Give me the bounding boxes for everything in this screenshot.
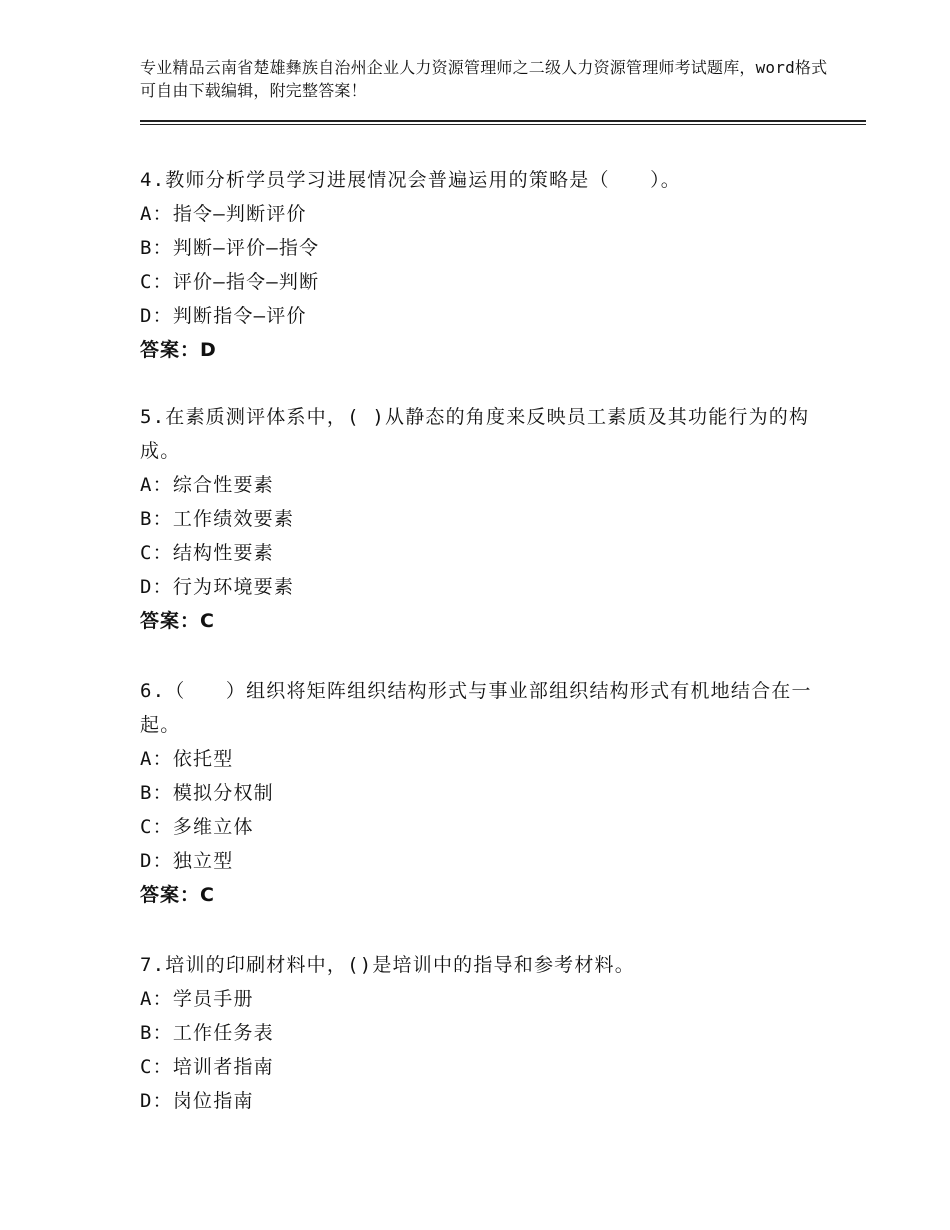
question-6 xyxy=(140,674,820,912)
option-a: A：依托型 xyxy=(140,748,234,770)
option-a: A：学员手册 xyxy=(140,988,254,1010)
answer-line: 答案：C xyxy=(140,610,215,632)
option-b: B：判断—评价—指令 xyxy=(140,237,320,259)
header-divider-thin xyxy=(140,124,866,125)
question-stem: 4.教师分析学员学习进展情况会普遍运用的策略是（ ）。 xyxy=(140,169,681,191)
question-7 xyxy=(140,948,820,1118)
option-c: C：评价—指令—判断 xyxy=(140,271,320,293)
question-stem: 5.在素质测评体系中，( )从静态的角度来反映员工素质及其功能行为的构成。 xyxy=(140,406,810,462)
option-c: C：培训者指南 xyxy=(140,1056,274,1078)
option-b: B：工作绩效要素 xyxy=(140,508,295,530)
option-d: D：岗位指南 xyxy=(140,1090,254,1112)
option-d: D：判断指令—评价 xyxy=(140,305,307,327)
option-c: C：多维立体 xyxy=(140,816,254,838)
answer-line: 答案：D xyxy=(140,339,217,361)
option-a: A：综合性要素 xyxy=(140,474,274,496)
document-header: 专业精品云南省楚雄彝族自治州企业人力资源管理师之二级人力资源管理师考试题库，word格式可自由下载编辑，附完整答案！ xyxy=(140,58,828,100)
option-b: B：模拟分权制 xyxy=(140,782,274,804)
answer-line: 答案：C xyxy=(140,884,215,906)
question-5 xyxy=(140,400,820,638)
header-divider-thick xyxy=(140,120,866,122)
question-4 xyxy=(140,163,820,367)
question-stem: 6.（ ）组织将矩阵组织结构形式与事业部组织结构形式有机地结合在一起。 xyxy=(140,680,812,736)
option-a: A：指令—判断评价 xyxy=(140,203,307,225)
option-c: C：结构性要素 xyxy=(140,542,274,564)
question-stem: 7.培训的印刷材料中，()是培训中的指导和参考材料。 xyxy=(140,954,635,976)
option-d: D：行为环境要素 xyxy=(140,576,295,598)
option-b: B：工作任务表 xyxy=(140,1022,274,1044)
option-d: D：独立型 xyxy=(140,850,234,872)
